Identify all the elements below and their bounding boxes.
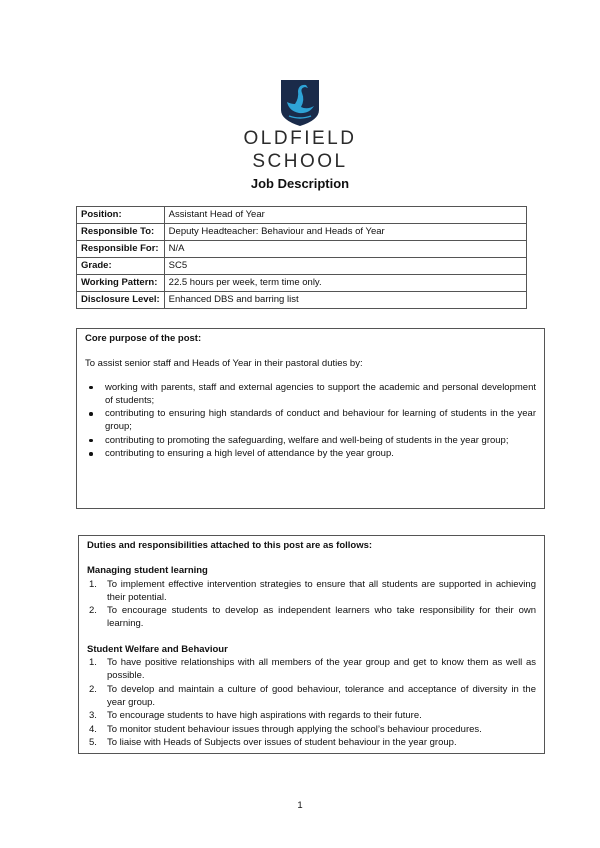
school-name-line2: SCHOOL bbox=[252, 151, 348, 172]
welfare-list bbox=[87, 656, 536, 749]
table-row bbox=[77, 224, 527, 241]
item-text: To develop and maintain a culture of good behaviour, tolerance and acceptance of diversity in the year group. bbox=[107, 683, 536, 708]
row-value: N/A bbox=[164, 241, 526, 258]
item-number: 2. bbox=[89, 683, 97, 695]
row-label: Position: bbox=[77, 207, 165, 224]
list-item bbox=[87, 578, 536, 605]
row-label: Disclosure Level: bbox=[77, 292, 165, 309]
list-item bbox=[87, 736, 536, 749]
swan-crest-icon bbox=[281, 80, 319, 126]
item-number: 1. bbox=[89, 578, 97, 590]
page-number: 1 bbox=[297, 800, 303, 811]
row-value: 22.5 hours per week, term time only. bbox=[164, 275, 526, 292]
row-label: Responsible To: bbox=[77, 224, 165, 241]
section-title-welfare: Student Welfare and Behaviour bbox=[87, 643, 228, 655]
row-value: Deputy Headteacher: Behaviour and Heads of Year bbox=[164, 224, 526, 241]
item-text: To encourage students to develop as independent learners who take responsibility for their own learning. bbox=[107, 605, 536, 630]
core-purpose-list bbox=[85, 381, 536, 461]
table-row bbox=[77, 275, 527, 292]
table-row bbox=[77, 292, 527, 309]
list-item bbox=[87, 723, 536, 736]
table-row bbox=[77, 241, 527, 258]
list-item bbox=[87, 656, 536, 683]
duties-heading: Duties and responsibilities attached to this post are as follows: bbox=[87, 540, 373, 551]
list-item: contributing to ensuring a high level of attendance by the year group. bbox=[85, 447, 536, 460]
item-number: 5. bbox=[89, 736, 97, 748]
learning-list bbox=[87, 578, 536, 631]
row-value: Enhanced DBS and barring list bbox=[164, 292, 526, 309]
list-item: contributing to ensuring high standards of conduct and behaviour for learning of students in the year group; bbox=[85, 407, 536, 434]
item-number: 2. bbox=[89, 605, 97, 617]
list-item bbox=[87, 683, 536, 710]
item-number: 1. bbox=[89, 657, 97, 669]
item-number: 3. bbox=[89, 710, 97, 722]
item-text: To implement effective intervention strategies to ensure that all students are supported in achieving their potential. bbox=[107, 578, 536, 603]
row-label: Grade: bbox=[77, 258, 165, 275]
job-info-table bbox=[76, 206, 527, 309]
core-purpose-intro: To assist senior staff and Heads of Year in their pastoral duties by: bbox=[85, 358, 363, 370]
duties-box bbox=[78, 535, 545, 754]
row-value: Assistant Head of Year bbox=[164, 207, 526, 224]
row-value: SC5 bbox=[164, 258, 526, 275]
row-label: Working Pattern: bbox=[77, 275, 165, 292]
document-title: Job Description bbox=[250, 176, 350, 191]
item-text: To monitor student behaviour issues through applying the school’s behaviour procedures. bbox=[107, 723, 482, 735]
row-label: Responsible For: bbox=[77, 241, 165, 258]
list-item bbox=[87, 604, 536, 631]
table-row bbox=[77, 207, 527, 224]
item-text: To have positive relationships with all members of the year group and get to know them as well as possible. bbox=[107, 657, 536, 682]
section-title-learning: Managing student learning bbox=[87, 565, 208, 577]
table-row bbox=[77, 258, 527, 275]
school-name-line1: OLDFIELD bbox=[243, 128, 357, 149]
item-text: To liaise with Heads of Subjects over issues of student behaviour in the year group. bbox=[107, 736, 457, 748]
item-number: 4. bbox=[89, 723, 97, 735]
core-purpose-box bbox=[76, 328, 545, 509]
list-item: contributing to promoting the safeguarding, welfare and well-being of students in the year group; bbox=[85, 434, 536, 447]
list-item bbox=[87, 709, 536, 722]
school-logo bbox=[0, 80, 600, 172]
item-text: To encourage students to have high aspirations with regards to their future. bbox=[107, 710, 422, 722]
list-item: working with parents, staff and external agencies to support the academic and personal development of students; bbox=[85, 381, 536, 408]
core-purpose-heading: Core purpose of the post: bbox=[85, 333, 202, 344]
